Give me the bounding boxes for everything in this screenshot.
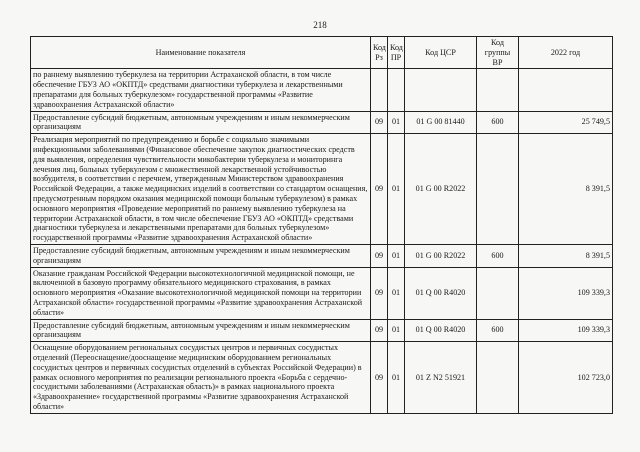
table-row bbox=[31, 111, 613, 134]
row-csr: 01 Z N2 51921 bbox=[405, 342, 477, 414]
table-row bbox=[31, 267, 613, 319]
table-row bbox=[31, 69, 613, 111]
row-pr: 01 bbox=[388, 244, 405, 267]
row-name: Оказание гражданам Российской Федерации высокотехнологичной медицинской помощи, не включенной в базовую программу обязательного медицинского страхования, в рамках основного мероприятия «Оказание высокотехнологичной медицинской помощи на территории Астраханской области» государственной программы «Развитие здравоохранения Астраханской области» bbox=[31, 267, 371, 319]
budget-table bbox=[30, 36, 613, 414]
row-amount: 8 391,5 bbox=[519, 244, 613, 267]
row-amount: 109 339,3 bbox=[519, 319, 613, 342]
row-rz: 09 bbox=[371, 267, 388, 319]
row-name: Предоставление субсидий бюджетным, автономным учреждениям и иным некоммерческим организациям bbox=[31, 111, 371, 134]
row-vr: 600 bbox=[477, 111, 519, 134]
row-amount: 102 723,0 bbox=[519, 342, 613, 414]
row-pr: 01 bbox=[388, 319, 405, 342]
row-name: Предоставление субсидий бюджетным, автономным учреждениям и иным некоммерческим организациям bbox=[31, 319, 371, 342]
row-csr: 01 G 00 R2022 bbox=[405, 134, 477, 245]
row-csr: 01 Q 00 R4020 bbox=[405, 267, 477, 319]
header-pr: Код ПР bbox=[388, 37, 405, 69]
page-number: 218 bbox=[313, 20, 327, 30]
row-vr: 600 bbox=[477, 244, 519, 267]
row-rz: 09 bbox=[371, 111, 388, 134]
row-vr: 600 bbox=[477, 319, 519, 342]
row-amount: 25 749,5 bbox=[519, 111, 613, 134]
header-row bbox=[31, 37, 613, 69]
row-rz: 09 bbox=[371, 134, 388, 245]
header-vr: Код группы ВР bbox=[477, 37, 519, 69]
row-name: Предоставление субсидий бюджетным, автономным учреждениям и иным некоммерческим организациям bbox=[31, 244, 371, 267]
row-pr bbox=[388, 69, 405, 111]
header-csr: Код ЦСР bbox=[405, 37, 477, 69]
row-pr: 01 bbox=[388, 134, 405, 245]
table-row bbox=[31, 244, 613, 267]
header-year: 2022 год bbox=[519, 37, 613, 69]
row-name: по раннему выявлению туберкулеза на территории Астраханской области, в том числе обеспечение ГБУЗ АО «ОКПТД» средствами диагностики туберкулеза и лекарственными препаратами для больных туберкулезом» государственной программы «Развитие здравоохранения Астраханской области» bbox=[31, 69, 371, 111]
row-csr bbox=[405, 69, 477, 111]
row-rz: 09 bbox=[371, 342, 388, 414]
row-amount bbox=[519, 69, 613, 111]
row-rz: 09 bbox=[371, 319, 388, 342]
row-name: Реализация мероприятий по предупреждению и борьбе с социально значимыми инфекционными заболеваниями (Финансовое обеспечение закупок диагностических средств для выявления, определения чувствительности микобактерии туберкулеза и мониторинга лечения лиц, больных туберкулезом с множественной лекарственной устойчивостью возбудителя, в соответствии с перечнем, утвержденным Министерством здравоохранения Российской Федерации, а также медицинских изделий в соответствии со стандартом оснащения, предусмотренным порядком оказания медицинской помощи больным туберкулезом) в рамках основного мероприятия «Проведение мероприятий по раннему выявлению туберкулеза на территории Астраханской области, в том числе обеспечение ГБУЗ АО «ОКПТД» средствами диагностики туберкулеза и лекарственными препаратами для больных туберкулезом» государственной программы «Развитие здравоохранения Астраханской области» bbox=[31, 134, 371, 245]
table-row bbox=[31, 342, 613, 414]
table-row bbox=[31, 134, 613, 245]
row-vr bbox=[477, 69, 519, 111]
row-vr bbox=[477, 267, 519, 319]
row-pr: 01 bbox=[388, 267, 405, 319]
row-vr bbox=[477, 342, 519, 414]
header-name: Наименование показателя bbox=[31, 37, 371, 69]
row-pr: 01 bbox=[388, 342, 405, 414]
row-csr: 01 Q 00 R4020 bbox=[405, 319, 477, 342]
row-rz: 09 bbox=[371, 244, 388, 267]
row-name: Оснащение оборудованием региональных сосудистых центров и первичных сосудистых отделений (Переоснащение/дооснащение медицинским оборудованием региональных сосудистых центров и первичных сосудистых отделений в субъектах Российской Федерации) в рамках основного мероприятия по реализации регионального проекта «Борьба с сердечно-сосудистыми заболеваниями (Астраханская область)» в рамках национального проекта «Здравоохранение» государственной программы «Развитие здравоохранения Астраханской области» bbox=[31, 342, 371, 414]
row-csr: 01 G 00 R2022 bbox=[405, 244, 477, 267]
row-csr: 01 G 00 81440 bbox=[405, 111, 477, 134]
header-rz: Код Рз bbox=[371, 37, 388, 69]
table-row bbox=[31, 319, 613, 342]
row-amount: 8 391,5 bbox=[519, 134, 613, 245]
row-rz bbox=[371, 69, 388, 111]
row-pr: 01 bbox=[388, 111, 405, 134]
row-vr bbox=[477, 134, 519, 245]
row-amount: 109 339,3 bbox=[519, 267, 613, 319]
